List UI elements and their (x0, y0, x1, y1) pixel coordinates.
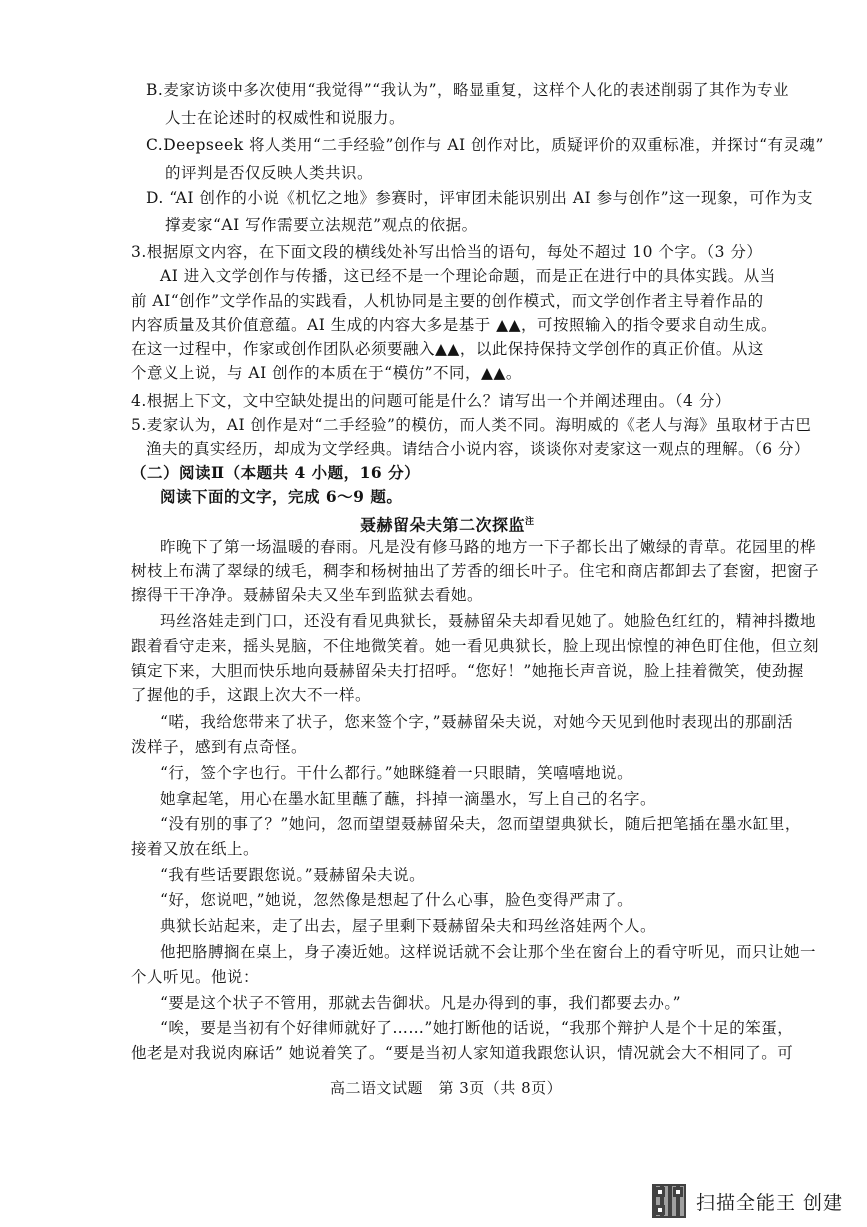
story-line: “要是这个状子不管用，那就去告御状。凡是办得到的事，我们都要去办。” (160, 994, 682, 1012)
watermark-text: 扫描全能王 创建 (696, 1192, 844, 1214)
option-b-line1: B.麦家访谈中多次使用“我觉得”“我认为”，略显重复，这样个人化的表述削弱了其作为专业 (146, 81, 790, 99)
story-title (360, 511, 535, 536)
story-line: “我有些话要跟您说。”聂赫留朵夫说。 (160, 866, 426, 884)
story-line: “没有别的事了？”她问，忽而望望聂赫留朵夫，忽而望望典狱长，随后把笔插在墨水缸里， (160, 815, 801, 833)
story-line: 跟着看守走来，摇头晃脑，不住地微笑着。她一看见典狱长，脸上现出惊惶的神色盯住他，但立刻 (131, 637, 820, 655)
question-5-line1: 5.麦家认为，AI 创作是对“二手经验”的模仿，而人类不同。海明威的《老人与海》虽取材于古巴 (131, 416, 812, 434)
story-line: 擦得干干净净。聂赫留朵夫又坐车到监狱去看她。 (131, 586, 484, 604)
option-c-line1: C.Deepseek 将人类用“二手经验”创作与 AI 创作对比，质疑评价的双重标准，并探讨“有灵魂” (146, 136, 824, 154)
option-d-line1: D. “AI 创作的小说《机忆之地》参赛时，评审团未能识别出 AI 参与创作”这一现象，可作为支 (146, 189, 813, 207)
story-line: “行，签个字也行。干什么都行。”她眯缝着一只眼睛，笑嘻嘻地说。 (160, 764, 634, 782)
story-line: 镇定下来，大胆而快乐地向聂赫留朵夫打招呼。“您好！”她拖长声音说，脸上挂着微笑，使劲握 (131, 662, 804, 680)
story-line: 玛丝洛娃走到门口，还没有看见典狱长，聂赫留朵夫却看见她了。她脸色红红的，精神抖擞地 (160, 612, 817, 630)
story-line: “唉，要是当初有个好律师就好了……”她打断他的话说，“我那个辩护人是个十足的笨蛋， (160, 1019, 794, 1037)
option-b-line2: 人士在论述时的权威性和说服力。 (165, 109, 406, 127)
story-line: 他把胳膊搁在桌上，身子凑近她。这样说话就不会让那个坐在窗台上的看守听见，而只让她一 (160, 943, 817, 961)
question-3-passage-line: 内容质量及其价值意蕴。AI 生成的内容大多是基于 ▲▲，可按照输入的指令要求自动生成。 (131, 316, 778, 334)
story-line: “好，您说吧，”她说，忽然像是想起了什么心事，脸色变得严肃了。 (160, 891, 634, 909)
story-line: 昨晚下了第一场温暖的春雨。凡是没有修马路的地方一下子都长出了嫩绿的青草。花园里的桦 (160, 538, 817, 556)
story-line: 个人听见。他说： (131, 968, 260, 986)
question-3-passage-line: 在这一过程中，作家或创作团队必须要融入▲▲，以此保持保持文学创作的真正价值。从这 (131, 340, 764, 358)
story-line: “喏，我给您带来了状子，您来签个字，”聂赫留朵夫说，对她今天见到他时表现出的那副活 (160, 713, 794, 731)
option-c-line2: 的评判是否仅反映人类共识。 (165, 164, 374, 182)
story-line: 他老是对我说肉麻话” 她说着笑了。“要是当初人家知道我跟您认识，情况就会大不相同了。可 (131, 1044, 794, 1062)
question-3-stem: 3.根据原文内容，在下面文段的横线处补写出恰当的语句，每处不超过 10 个字。（3 分） (131, 243, 763, 261)
question-4: 4.根据上下文，文中空缺处提出的问题可能是什么？请写出一个并阐述理由。（4 分） (131, 392, 731, 410)
page-footer: 高二语文试题 第 3页（共 8页） (330, 1079, 563, 1097)
story-line: 她拿起笔，用心在墨水缸里蘸了蘸，抖掉一滴墨水，写上自己的名字。 (160, 790, 657, 808)
story-title-text: 聂赫留朵夫第二次探监 (360, 515, 526, 535)
section-heading: （二）阅读Ⅱ（本题共 4 小题，16 分） (131, 463, 421, 482)
story-line: 接着又放在纸上。 (131, 840, 260, 858)
question-3-passage-line: 前 AI“创作”文学作品的实践看，人机协同是主要的创作模式，而文学创作者主导着作品的 (131, 292, 764, 310)
option-d-line2: 撑麦家“AI 写作需要立法规范”观点的依据。 (165, 216, 478, 234)
story-line: 典狱长站起来，走了出去，屋子里剩下聂赫留朵夫和玛丝洛娃两个人。 (160, 917, 657, 935)
section-instruction: 阅读下面的文字，完成 6～9 题。 (160, 487, 403, 506)
qr-code-icon (652, 1184, 686, 1218)
scanner-watermark (652, 1184, 852, 1220)
question-5-line2: 渔夫的真实经历，却成为文学经典。请结合小说内容，谈谈你对麦家这一观点的理解。（6 分） (146, 440, 811, 458)
story-line: 泼样子，感到有点奇怪。 (131, 738, 308, 756)
story-line: 了握他的手，这跟上次大不一样。 (131, 686, 372, 704)
story-line: 树枝上布满了翠绿的绒毛，稠李和杨树抽出了芳香的细长叶子。住宅和商店都卸去了套窗，把窗子 (131, 562, 820, 580)
question-3-passage-line: 个意义上说，与 AI 创作的本质在于“模仿”不同，▲▲。 (131, 364, 522, 382)
footnote-mark: 注 (525, 517, 535, 527)
question-3-passage-line: AI 进入文学创作与传播，这已经不是一个理论命题，而是正在进行中的具体实践。从当 (160, 267, 776, 285)
